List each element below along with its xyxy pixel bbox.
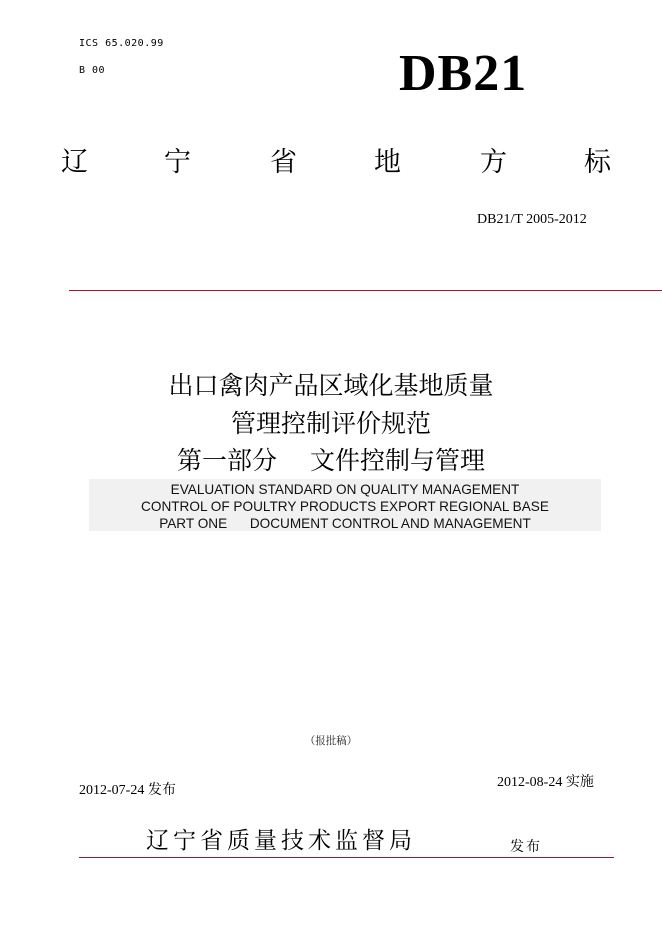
standard-title-char: 宁 (164, 147, 191, 178)
standard-title-char: 省 (270, 147, 297, 178)
header-divider (69, 290, 662, 291)
issued-label: 发布 (510, 839, 542, 855)
title-cn-line2: 管理控制评价规范 (230, 409, 431, 438)
standard-number: DB21/T 2005-2012 (477, 212, 587, 227)
publish-date: 2012-07-24 发布 (79, 783, 176, 798)
standard-title-char: 地 (374, 147, 401, 178)
title-cn-line3: 第一部分 文件控制与管理 (177, 446, 485, 475)
effective-date: 2012-08-24 实施 (497, 775, 594, 790)
ics-code: ICS 65.020.99 (79, 38, 164, 49)
classification-code: B 00 (79, 65, 106, 76)
standard-title-char: 标 (584, 147, 611, 178)
title-cn-line1: 出口禽肉产品区域化基地质量 (168, 371, 494, 400)
title-en-line2: CONTROL OF POULTRY PRODUCTS EXPORT REGIONAL BASE (141, 499, 549, 514)
title-en-line1: EVALUATION STANDARD ON QUALITY MANAGEMENT (170, 482, 520, 497)
standard-title-char: 辽 (61, 147, 88, 178)
issuer-name: 辽宁省质量技术监督局 (146, 828, 416, 854)
draft-status: （报批稿） (304, 735, 358, 747)
footer-divider (79, 857, 614, 858)
standard-title-char: 方 (480, 147, 507, 178)
db21-logo: DB21 (399, 45, 528, 102)
title-en-line3: PART ONE DOCUMENT CONTROL AND MANAGEMENT (159, 516, 531, 531)
